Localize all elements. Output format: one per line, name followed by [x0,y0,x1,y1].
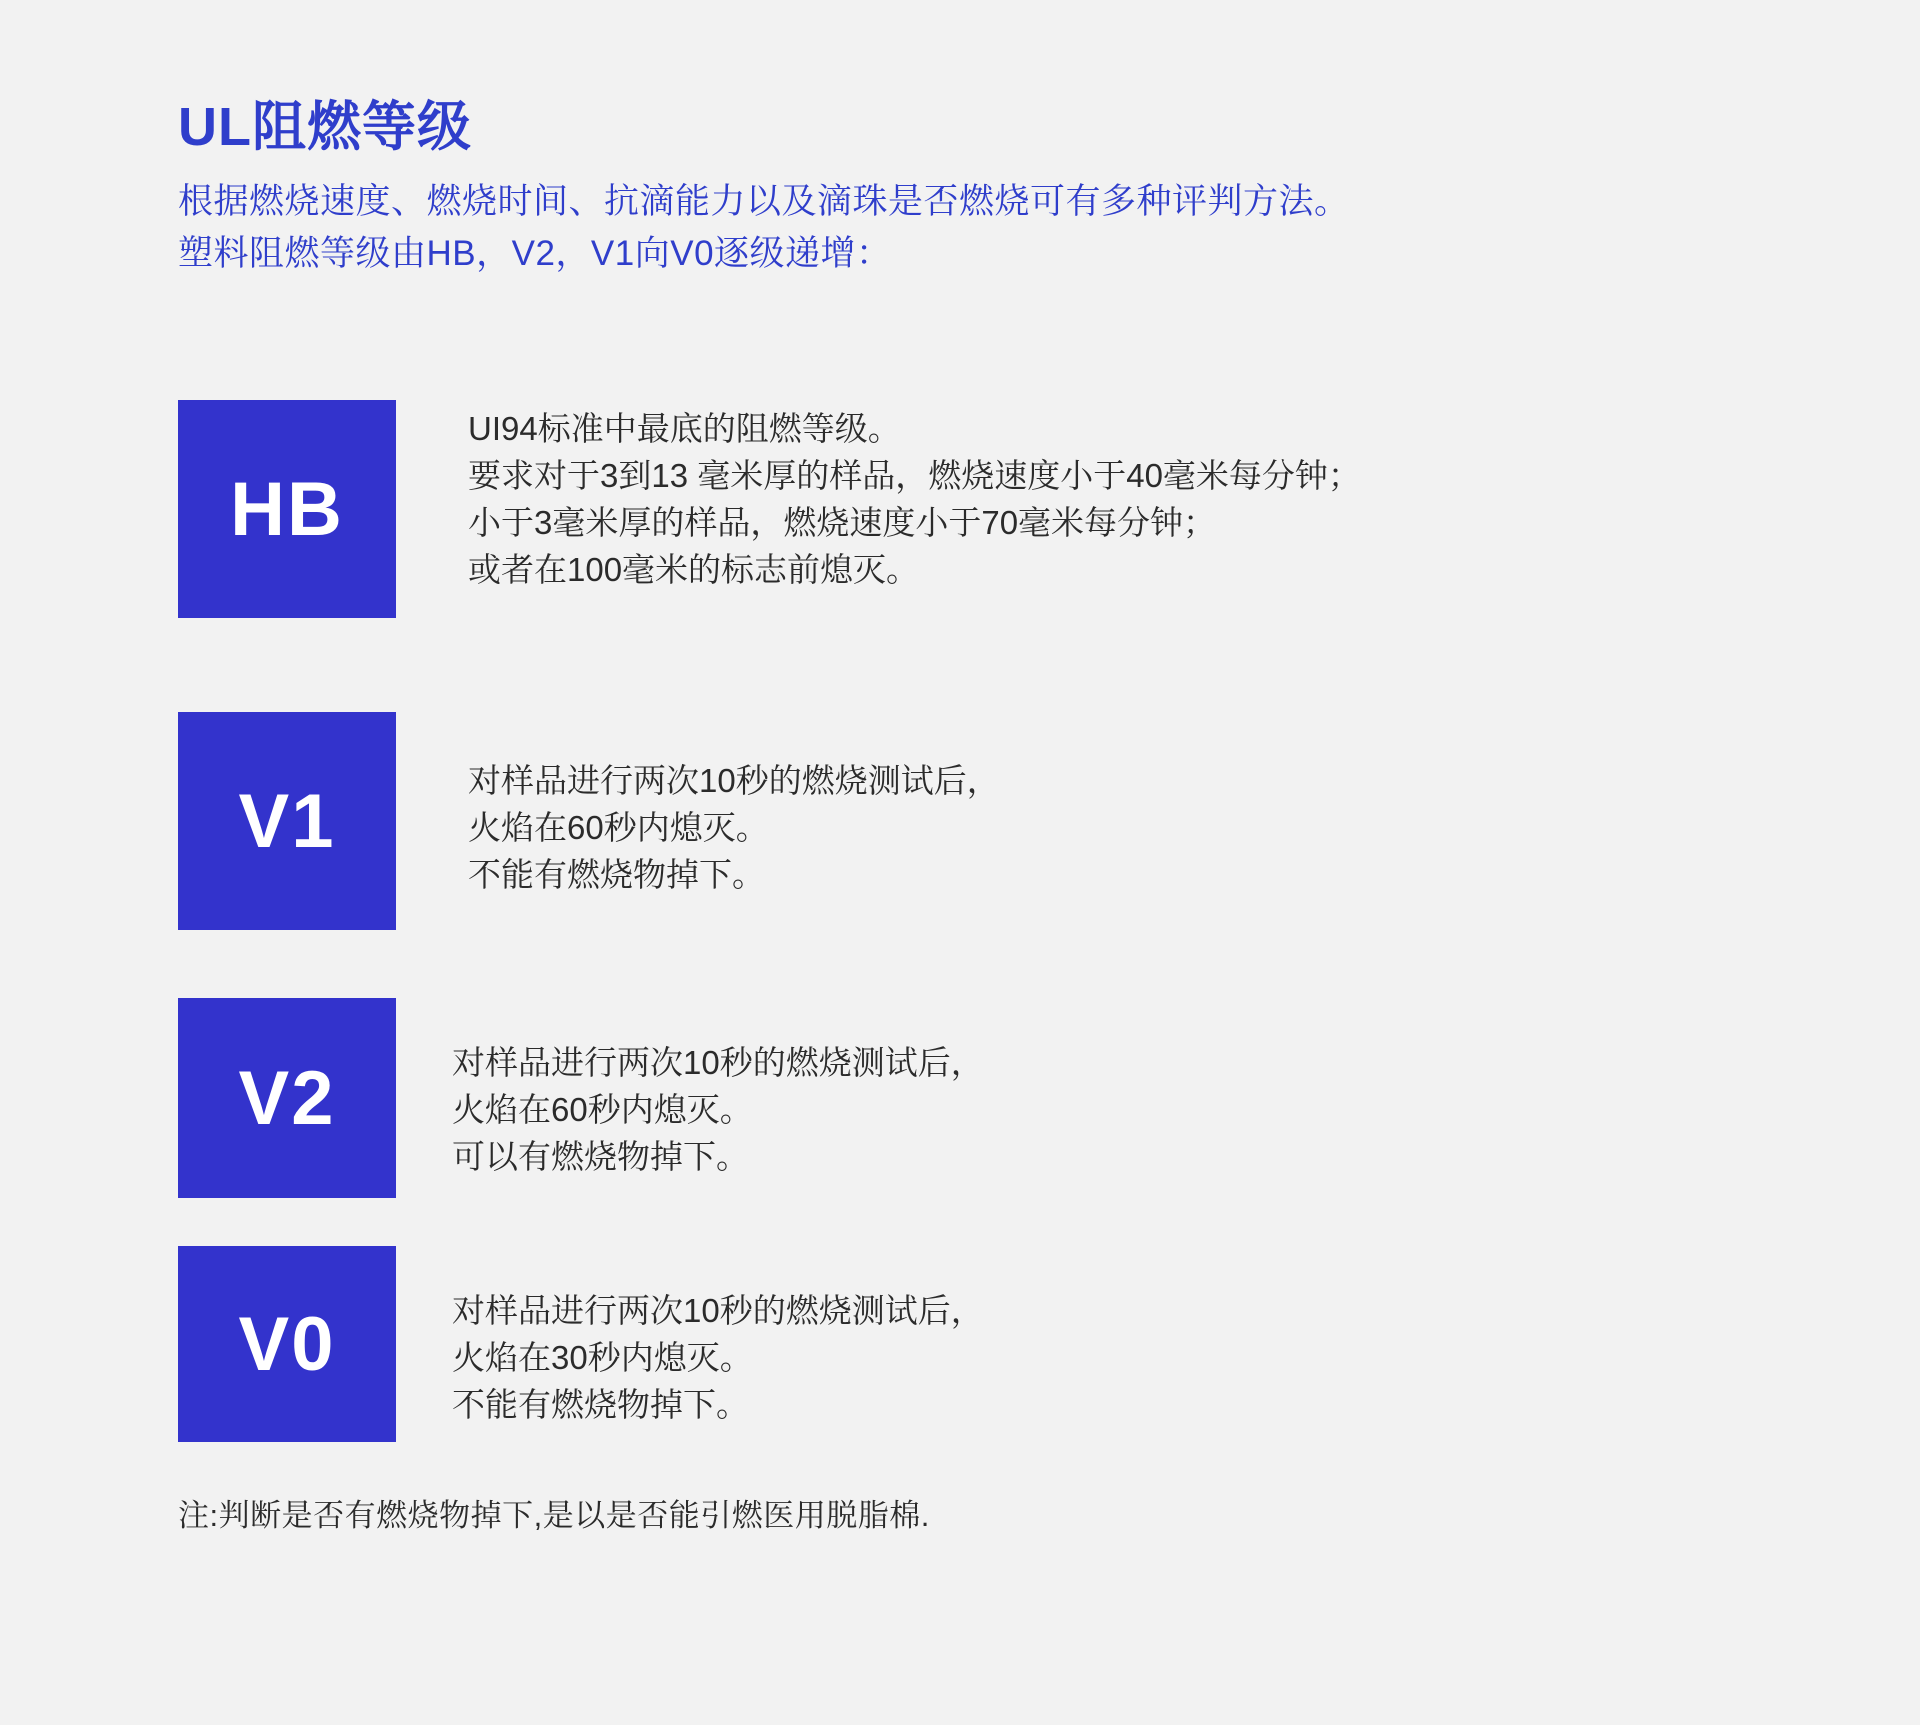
grade-hb-line-2: 要求对于3到13 毫米厚的样品，燃烧速度小于40毫米每分钟； [468,456,1361,494]
grade-badge-v2: V2 [178,998,396,1198]
grade-v0-line-2: 火焰在30秒内熄灭。 [452,1338,753,1376]
intro-paragraph [178,176,1778,280]
grade-item-hb [178,400,1778,618]
grade-hb-line-3: 小于3毫米厚的样品，燃烧速度小于70毫米每分钟； [468,503,1217,541]
grade-list [178,400,1778,1442]
intro-line-1: 根据燃烧速度、燃烧时间、抗滴能力以及滴珠是否燃烧可有多种评判方法。 [178,182,1350,222]
header-block [178,96,1778,280]
grade-item-v1 [178,712,1778,930]
grade-badge-hb: HB [178,400,396,618]
grade-v1-line-2: 火焰在60秒内熄灭。 [468,808,769,846]
grade-v2-line-3: 可以有燃烧物掉下。 [452,1137,749,1175]
grade-badge-v1: V1 [178,712,396,930]
page-title: UL阻燃等级 [178,97,472,157]
grade-hb-line-4: 或者在100毫米的标志前熄灭。 [468,550,920,588]
grade-v2-line-2: 火焰在60秒内熄灭。 [452,1090,753,1128]
grade-v0-line-1: 对样品进行两次10秒的燃烧测试后， [452,1292,984,1329]
grade-item-v2 [178,998,1778,1198]
grade-description-v2 [396,998,1778,1181]
grade-description-v1 [396,712,1778,899]
grade-v2-line-1: 对样品进行两次10秒的燃烧测试后， [452,1044,984,1081]
grade-description-hb [396,400,1778,593]
intro-line-2: 塑料阻燃等级由HB，V2，V1向V0逐级递增： [178,233,892,273]
grade-v1-line-1: 对样品进行两次10秒的燃烧测试后， [468,762,1000,799]
grade-item-v0 [178,1246,1778,1442]
grade-v0-line-3: 不能有燃烧物掉下。 [452,1385,749,1423]
grade-badge-v0: V0 [178,1246,396,1442]
grade-v1-line-3: 不能有燃烧物掉下。 [468,855,765,893]
footnote-text: 注:判断是否有燃烧物掉下,是以是否能引燃医用脱脂棉. [178,1498,930,1533]
grade-description-v0 [396,1246,1778,1429]
grade-hb-line-1: UI94标准中最底的阻燃等级。 [468,410,901,447]
